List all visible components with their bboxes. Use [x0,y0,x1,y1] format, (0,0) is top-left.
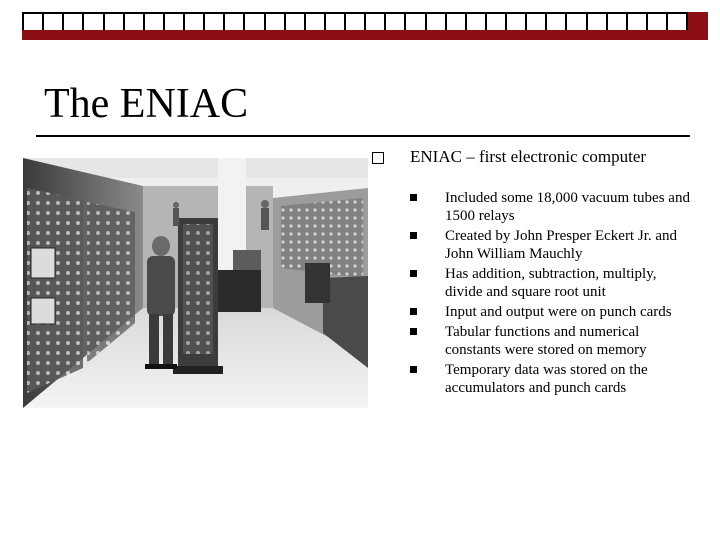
eniac-photo [23,158,368,408]
list-item [410,361,690,397]
list-item [410,265,690,301]
list-item-text: Tabular functions and numerical constants were stored on memory [445,324,647,358]
hollow-square-bullet-icon [372,152,384,164]
filled-square-bullet-icon [410,232,417,239]
title-divider [36,135,690,137]
header-red-band [22,30,708,40]
filled-square-bullet-icon [410,194,417,201]
list-item-text: Temporary data was stored on the accumulators and punch cards [445,362,648,396]
list-item [410,303,690,321]
filled-square-bullet-icon [410,270,417,277]
main-bullet-text: ENIAC – first electronic computer [410,147,647,166]
slide-title: The ENIAC [44,81,249,127]
list-item [410,323,690,359]
filled-square-bullet-icon [410,308,417,315]
header-red-square [688,12,708,30]
list-item-text: Input and output were on punch cards [445,304,672,320]
list-item-text: Created by John Presper Eckert Jr. and John William Mauchly [445,228,678,262]
sub-bullet-list [410,189,690,399]
filled-square-bullet-icon [410,328,417,335]
list-item [410,189,690,225]
list-item-text: Has addition, subtraction, multiply, divide and square root unit [445,266,657,300]
list-item-text: Included some 18,000 vacuum tubes and 1500 relays [445,190,690,224]
filled-square-bullet-icon [410,366,417,373]
list-item [410,227,690,263]
